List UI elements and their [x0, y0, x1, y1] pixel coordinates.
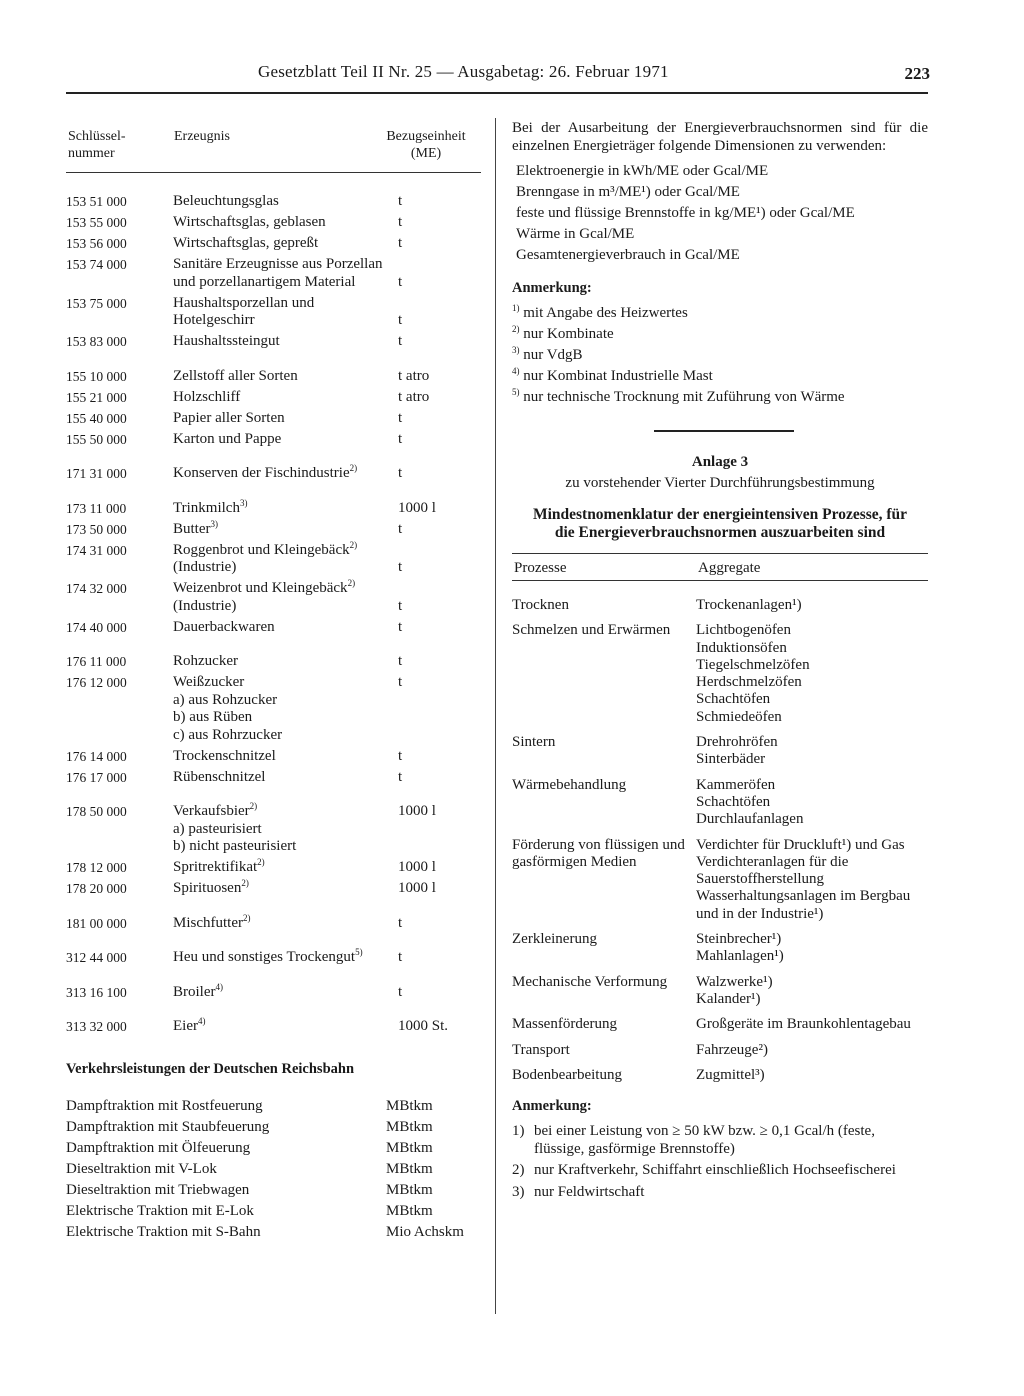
footnote-item [512, 1184, 928, 1202]
footnote-ref: 2) [242, 912, 251, 923]
table-row [66, 410, 481, 428]
row-code: 174 31 000 [66, 542, 127, 558]
reichsbahn-table [66, 1096, 481, 1243]
row-code: 176 12 000 [66, 675, 127, 690]
traction-unit: MBtkm [386, 1160, 433, 1177]
footnote-item [512, 1123, 928, 1158]
dimension-item: Elektroenergie in kWh/ME oder Gcal/ME [516, 163, 769, 179]
process-row [512, 1016, 928, 1033]
table-row [66, 214, 481, 232]
row-product [173, 295, 393, 330]
product-name: Beleuchtungsglas [173, 193, 279, 209]
product-name: Haushaltssteingut [173, 333, 280, 349]
aggregate-item: Wasserhaltungsanlagen im Bergbau und in der Industrie¹) [696, 888, 911, 922]
aggregate-list [696, 1042, 928, 1059]
aggregate-item: Induktionsöfen [696, 639, 787, 656]
footnote-text: nur Kraftverkehr, Schiffahrt einschließlich Hochseefischerei [534, 1162, 896, 1179]
table-row [66, 295, 481, 330]
table-row [66, 1159, 481, 1180]
aggregate-item: Schachtöfen [696, 691, 771, 708]
row-product [173, 235, 393, 253]
row-code: 155 40 000 [66, 410, 127, 426]
row-code: 153 74 000 [66, 257, 127, 272]
row-unit: t [398, 747, 403, 764]
row-code: 153 55 000 [66, 215, 127, 230]
row-product [173, 653, 393, 671]
col-header-product: Erzeugnis [174, 129, 230, 144]
row-unit: t [398, 520, 403, 537]
footnote-mark: 1) [512, 1123, 525, 1140]
footnote-mark: 2) [512, 324, 520, 334]
product-name: Butter [173, 520, 211, 537]
product-table-body [66, 193, 481, 1036]
process-name: Transport [512, 1041, 570, 1058]
header-title: Gesetzblatt Teil II Nr. 25 — Ausgabetag: 26. Februar 1971 [258, 62, 669, 81]
dimension-item: feste und flüssige Brennstoffe in kg/ME¹) oder Gcal/ME [516, 205, 855, 221]
row-product [173, 497, 393, 518]
product-subitem: b) nicht pasteurisiert [173, 838, 297, 854]
table-row [66, 518, 481, 539]
table-row [66, 859, 481, 877]
product-name: Rohzucker [173, 653, 238, 669]
process-name: Zerkleinerung [512, 931, 597, 948]
aggregate-list [696, 777, 928, 829]
process-table-header [512, 554, 928, 580]
footnote-text: nur Kombinate [523, 326, 614, 342]
product-name: Dauerbackwaren [173, 618, 275, 635]
row-unit: 1000 l [398, 499, 436, 516]
footnote-text: mit Angabe des Heizwertes [523, 305, 688, 321]
row-unit: t [398, 409, 403, 426]
page-number: 223 [904, 64, 930, 83]
row-code: 171 31 000 [66, 466, 127, 481]
footnote-mark: 2) [512, 1162, 525, 1179]
aggregate-item: Kammeröfen [696, 776, 776, 793]
traction-unit: Mio Achskm [386, 1223, 464, 1240]
product-name: Spirituosen [173, 880, 242, 896]
product-name: Sanitäre Erzeugnisse aus Porzellan und porzellanartigem Material [173, 256, 383, 290]
product-name: Zellstoff aller Sorten [173, 367, 298, 384]
process-name: Wärmebehandlung [512, 776, 627, 793]
aggregate-item: Großgeräte im Braunkohlentagebau [696, 1016, 911, 1033]
table-row [66, 653, 481, 671]
table-row [66, 748, 481, 766]
table-row [66, 880, 481, 898]
table-row [66, 981, 481, 1002]
aggregate-item: Kalander¹) [696, 990, 761, 1007]
product-name: Mischfutter [173, 914, 243, 931]
col-header-aggregate: Aggregate [698, 560, 761, 576]
footnote-item [512, 1162, 928, 1180]
row-product [173, 1018, 393, 1036]
row-code: 155 50 000 [66, 431, 127, 447]
row-product [173, 368, 393, 386]
aggregate-item: Walzwerke¹) [696, 973, 773, 990]
row-code: 153 56 000 [66, 236, 127, 251]
product-name: Karton und Pappe [173, 430, 282, 447]
product-name: Rübenschnitzel [173, 768, 266, 785]
anlage-subtitle: zu vorstehender Vierter Durchführungsbestimmung [565, 475, 875, 491]
column-divider [495, 118, 496, 1314]
row-unit: t atro [398, 388, 430, 405]
row-product [173, 539, 393, 577]
row-unit: t [398, 983, 403, 1000]
product-subitem: b) aus Rüben [173, 709, 253, 725]
traction-label: Dampftraktion mit Staubfeuerung [66, 1118, 270, 1135]
aggregate-list [696, 597, 928, 614]
footnote-ref: 3) [239, 497, 248, 508]
row-code: 173 11 000 [66, 500, 127, 516]
process-name: Schmelzen und Erwärmen [512, 622, 671, 639]
product-name: Spritrektifikat [173, 859, 258, 875]
table-row [66, 619, 481, 637]
process-row [512, 734, 928, 769]
row-code: 174 32 000 [66, 581, 127, 596]
row-code: 176 14 000 [66, 748, 127, 764]
aggregate-item: Zugmittel³) [696, 1066, 765, 1083]
product-name: Wirtschaftsglas, geblasen [173, 214, 326, 230]
aggregate-item: Herdschmelzöfen [696, 674, 802, 691]
footnote-ref: 4) [215, 981, 223, 992]
footnote-mark: 3) [512, 1183, 525, 1200]
right-column [512, 120, 928, 1205]
footnote-ref: 3) [210, 518, 218, 529]
table-row [66, 368, 481, 386]
product-name: Weizenbrot und Kleingebäck [173, 580, 348, 596]
aggregate-item: Schmiedeöfen [696, 708, 782, 725]
row-product [173, 769, 393, 787]
row-code: 313 16 100 [66, 984, 127, 1000]
row-product [173, 256, 393, 291]
row-unit: t [398, 597, 403, 614]
traction-unit: MBtkm [386, 1118, 433, 1135]
table-row [66, 539, 481, 577]
traction-unit: MBtkm [386, 1097, 433, 1114]
row-product [173, 193, 393, 211]
process-name: Mechanische Verformung [512, 973, 668, 990]
footnote-item [512, 345, 928, 366]
table-row [66, 1138, 481, 1159]
table-row [66, 193, 481, 211]
footnote-ref: 2) [349, 539, 358, 550]
table-row [66, 1018, 481, 1036]
row-unit: t [398, 559, 403, 575]
row-product [173, 214, 393, 232]
footnote-mark: 4) [512, 366, 520, 376]
row-code: 155 21 000 [66, 389, 127, 405]
table-row [66, 389, 481, 407]
aggregate-item: Trockenanlagen¹) [696, 597, 802, 613]
aggregate-list [696, 931, 928, 966]
reichsbahn-title: Verkehrsleistungen der Deutschen Reichsbahn [66, 1060, 355, 1077]
footnote-mark: 1) [512, 303, 520, 313]
row-product [173, 880, 393, 898]
table-row [66, 1117, 481, 1138]
product-name: Heu und sonstiges Trockengut [173, 949, 356, 965]
row-unit: t [398, 949, 403, 965]
product-name: Konserven der Fischindustrie [173, 465, 350, 481]
row-unit: t [398, 465, 403, 481]
process-name: Trocknen [512, 597, 569, 613]
col-header-code: Schlüssel-nummer [68, 129, 126, 161]
table-row [66, 1096, 481, 1117]
left-column [66, 128, 481, 1243]
aggregate-list [696, 974, 928, 1009]
row-code: 181 00 000 [66, 915, 127, 931]
footnote-ref: 5) [355, 947, 363, 957]
table-row [66, 497, 481, 518]
footnote-ref: 2) [347, 578, 356, 588]
product-suffix: (Industrie) [173, 597, 237, 614]
row-product [173, 803, 393, 856]
aggregate-list [696, 1067, 928, 1084]
process-row [512, 974, 928, 1009]
footnote-ref: 2) [249, 801, 258, 811]
note2-title: Anmerkung: [512, 1098, 592, 1115]
process-row [512, 597, 928, 614]
process-name: Massenförderung [512, 1016, 617, 1033]
traction-label: Dieseltraktion mit V-Lok [66, 1160, 217, 1177]
product-name: Eier [173, 1018, 198, 1034]
product-subitem: c) aus Rohrzucker [173, 726, 283, 743]
dimension-list [512, 161, 928, 266]
footnote-ref: 2) [257, 857, 265, 867]
product-name: Trockenschnitzel [173, 747, 276, 764]
traction-unit: MBtkm [386, 1181, 433, 1198]
row-code: 153 75 000 [66, 295, 127, 311]
traction-unit: MBtkm [386, 1139, 433, 1156]
product-name: Haushaltsporzellan und Hotelgeschirr [173, 294, 315, 328]
footnote-item [512, 324, 928, 345]
table-row [66, 235, 481, 253]
footnote-mark: 5) [512, 387, 520, 397]
process-table-header-rule [512, 580, 928, 581]
product-table-header [66, 128, 481, 172]
product-name: Trinkmilch [173, 499, 240, 516]
table-row [66, 465, 481, 483]
row-code: 312 44 000 [66, 950, 127, 965]
nomenclature-title: Mindestnomenklatur der energieintensiven Prozesse, für die Energieverbrauchsnormen auszuarbeiten sind [532, 506, 908, 541]
header-rule [66, 92, 928, 94]
product-suffix: (Industrie) [173, 559, 237, 575]
row-unit: 1000 l [398, 880, 436, 896]
row-unit: t [398, 653, 403, 669]
dimension-item: Brenngase in m³/ME¹) oder Gcal/ME [516, 184, 740, 200]
aggregate-item: Sinterbäder [696, 751, 766, 768]
table-row [66, 912, 481, 933]
footnote-item [512, 387, 928, 408]
process-name: Sintern [512, 734, 556, 751]
process-row [512, 777, 928, 829]
row-unit: t atro [398, 367, 430, 384]
section-rule [654, 430, 794, 432]
row-unit: 1000 l [398, 803, 436, 819]
dimension-item: Gesamtenergieverbrauch in Gcal/ME [516, 247, 740, 263]
table-header-rule [66, 172, 481, 173]
footnote-item [512, 366, 928, 387]
col-header-process: Prozesse [514, 560, 567, 576]
row-unit: t [398, 333, 403, 349]
process-row [512, 931, 928, 966]
table-row [66, 580, 481, 615]
process-row [512, 1067, 928, 1084]
row-unit: t [398, 214, 403, 230]
row-product [173, 518, 393, 539]
table-row [66, 256, 481, 291]
row-unit: t [398, 193, 403, 209]
aggregate-item: Schachtöfen [696, 793, 771, 810]
product-name: Roggenbrot und Kleingebäck [173, 541, 350, 558]
row-product [173, 389, 393, 407]
footnote-text: nur Kombinat Industrielle Mast [523, 368, 713, 384]
process-name: Bodenbearbeitung [512, 1066, 622, 1083]
row-product [173, 859, 393, 877]
table-row [66, 1180, 481, 1201]
footnote-text: nur technische Trocknung mit Zuführung von Wärme [523, 389, 845, 405]
table-row [66, 803, 481, 856]
aggregate-list [696, 837, 928, 923]
traction-label: Elektrische Traktion mit S-Bahn [66, 1223, 261, 1240]
aggregate-list [696, 622, 928, 726]
row-product [173, 580, 393, 615]
product-name: Broiler [173, 983, 216, 1000]
footnote-text: nur Feldwirtschaft [534, 1183, 645, 1200]
table-row [66, 949, 481, 967]
row-unit: 1000 St. [398, 1018, 449, 1034]
page-header [60, 62, 930, 92]
row-unit: t [398, 430, 403, 447]
row-unit: t [398, 273, 403, 290]
aggregate-item: Verdichter für Druckluft¹) und Gas [696, 836, 905, 853]
aggregate-item: Lichtbogenöfen [696, 622, 791, 639]
row-code: 313 32 000 [66, 1019, 127, 1034]
anlage-title: Anlage 3 [691, 454, 749, 470]
product-name: Holzschliff [173, 388, 241, 405]
process-name: Förderung von flüssigen und gasförmigen Medien [512, 836, 685, 870]
row-product [173, 619, 393, 637]
row-unit: t [398, 312, 403, 328]
footnote-mark: 3) [512, 345, 520, 355]
row-unit: 1000 l [398, 859, 436, 875]
product-subitem: a) aus Rohzucker [173, 691, 278, 708]
footnote-text: nur VdgB [523, 347, 583, 363]
row-code: 174 40 000 [66, 619, 127, 635]
intro-paragraph: Bei der Ausarbeitung der Energieverbrauchsnormen sind für die einzelnen Energieträger folgende Dimensionen zu verwenden: [512, 120, 928, 154]
row-product [173, 748, 393, 766]
row-unit: t [398, 768, 403, 785]
traction-label: Dieseltraktion mit Triebwagen [66, 1181, 250, 1198]
process-row [512, 1042, 928, 1059]
aggregate-item: Fahrzeuge²) [696, 1041, 768, 1058]
product-name: Papier aller Sorten [173, 409, 285, 426]
traction-label: Dampftraktion mit Ölfeuerung [66, 1139, 251, 1156]
row-code: 155 10 000 [66, 368, 127, 384]
row-product [173, 981, 393, 1002]
row-code: 153 51 000 [66, 194, 127, 209]
table-row [66, 674, 481, 744]
traction-unit: MBtkm [386, 1202, 433, 1219]
row-product [173, 949, 393, 967]
product-subitem: a) pasteurisiert [173, 820, 262, 837]
row-code: 178 12 000 [66, 860, 127, 875]
col-header-unit: Bezugseinheit (ME) [386, 129, 466, 161]
table-row [66, 1222, 481, 1243]
row-unit: t [398, 674, 403, 690]
aggregate-item: Durchlaufanlagen [696, 811, 804, 828]
process-row [512, 622, 928, 726]
row-code: 178 50 000 [66, 804, 127, 819]
product-name: Weißzucker [173, 674, 245, 690]
table-row [66, 1201, 481, 1222]
footnote-ref: 4) [197, 1016, 206, 1026]
aggregate-item: Mahlanlagen¹) [696, 948, 784, 965]
footnote-text: bei einer Leistung von ≥ 50 kW bzw. ≥ 0,1 Gcal/h (feste, flüssige, gasförmige Brennstoffe) [534, 1123, 875, 1157]
note-title: Anmerkung: [512, 280, 592, 296]
row-code: 153 83 000 [66, 334, 127, 349]
aggregate-item: Tiegelschmelzöfen [696, 656, 810, 673]
aggregate-list [696, 1016, 928, 1033]
row-code: 176 17 000 [66, 769, 127, 785]
row-code: 176 11 000 [66, 654, 127, 669]
row-unit: t [398, 914, 403, 931]
footnote-list [512, 303, 928, 408]
product-name: Verkaufsbier [173, 803, 250, 819]
row-code: 178 20 000 [66, 881, 127, 896]
row-unit: t [398, 618, 403, 635]
footnote-list-2 [512, 1123, 928, 1201]
table-row [66, 431, 481, 449]
process-row [512, 837, 928, 923]
aggregate-item: Steinbrecher¹) [696, 931, 782, 948]
dimension-item: Wärme in Gcal/ME [516, 226, 635, 242]
row-product [173, 912, 393, 933]
process-table-body [512, 597, 928, 1084]
traction-label: Dampftraktion mit Rostfeuerung [66, 1097, 263, 1114]
footnote-ref: 2) [241, 878, 249, 888]
table-row [66, 333, 481, 351]
footnote-item [512, 303, 928, 324]
aggregate-item: Verdichteranlagen für die Sauerstoffherstellung [696, 853, 849, 888]
aggregate-item: Drehrohröfen [696, 734, 778, 751]
row-product [173, 333, 393, 351]
row-product [173, 410, 393, 428]
row-product [173, 431, 393, 449]
row-code: 173 50 000 [66, 521, 127, 537]
product-name: Wirtschaftsglas, gepreßt [173, 235, 319, 251]
table-row [66, 769, 481, 787]
row-product [173, 465, 393, 483]
row-product [173, 674, 393, 744]
aggregate-list [696, 734, 928, 769]
traction-label: Elektrische Traktion mit E-Lok [66, 1202, 254, 1219]
row-unit: t [398, 235, 403, 251]
footnote-ref: 2) [349, 463, 358, 473]
